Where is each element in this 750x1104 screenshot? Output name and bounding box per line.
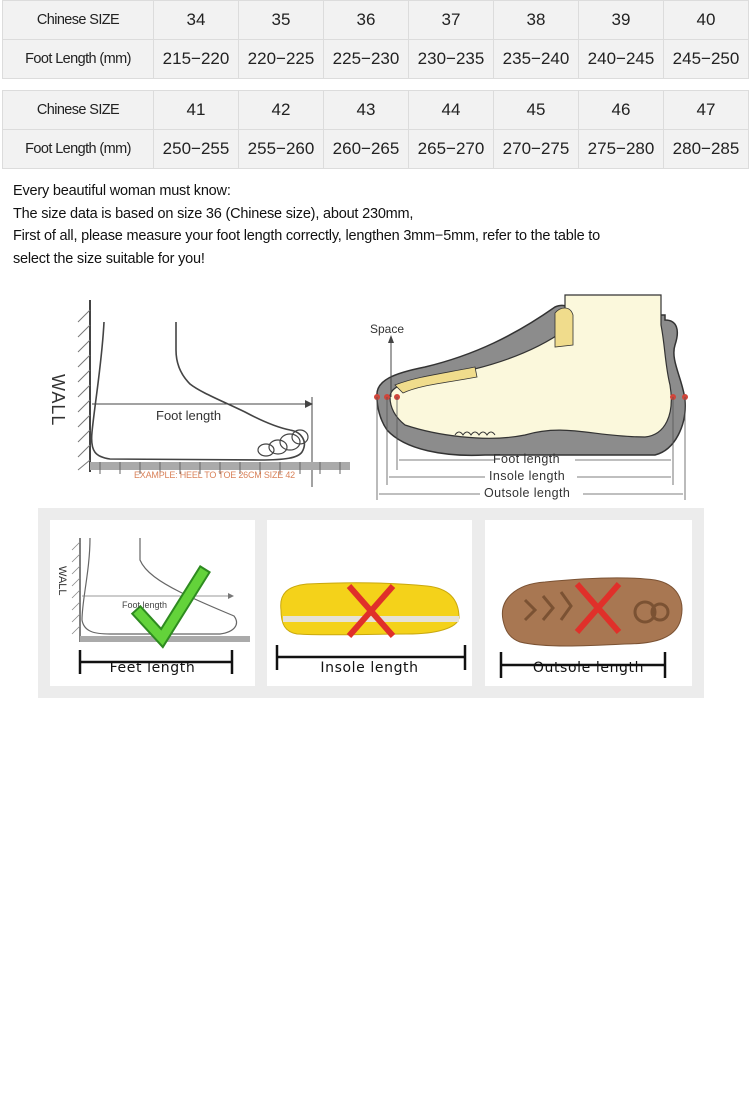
notes-line-3: First of all, please measure your foot length correctly, lengthen 3mm−5mm, refer to the table to [13, 228, 600, 244]
length-cell: 265−270 [409, 130, 494, 169]
size-cell: 45 [494, 91, 579, 130]
size-cell: 36 [324, 1, 409, 40]
shoe-foot-length-label: Foot length [493, 452, 560, 466]
notes-line-4: select the size suitable for you! [13, 250, 205, 267]
insole-length-card [267, 520, 472, 686]
row-label-length: Foot Length (mm) [3, 40, 154, 79]
length-cell: 250−255 [154, 130, 239, 169]
size-table-2 [2, 90, 749, 169]
size-cell: 41 [154, 91, 239, 130]
space-label: Space [370, 322, 405, 336]
size-row [3, 1, 749, 40]
length-row [3, 40, 749, 79]
size-cell: 38 [494, 1, 579, 40]
size-cell: 35 [239, 1, 324, 40]
size-row [3, 91, 749, 130]
length-cell: 220−225 [239, 40, 324, 79]
length-cell: 215−220 [154, 40, 239, 79]
sizing-notes [13, 180, 733, 270]
feet-wall-label: WALL [56, 566, 68, 596]
wall-foot-diagram [40, 292, 350, 492]
size-cell: 34 [154, 1, 239, 40]
notes-line-1: Every beautiful woman must know: [13, 183, 231, 199]
feet-inner-label: Foot length [122, 600, 168, 610]
row-label-length: Foot Length (mm) [3, 130, 154, 169]
insole-length-caption: Insole length [320, 660, 419, 676]
length-cell: 280−285 [664, 130, 749, 169]
outsole-length-label: Outsole length [484, 486, 571, 500]
outsole-length-card [485, 520, 692, 686]
size-cell: 42 [239, 91, 324, 130]
example-label: EXAMPLE: HEEL TO TOE 26CM SIZE 42 [134, 470, 295, 480]
size-cell: 43 [324, 91, 409, 130]
length-cell: 245−250 [664, 40, 749, 79]
length-cell: 260−265 [324, 130, 409, 169]
measurement-comparison-panel [38, 508, 704, 698]
length-cell: 225−230 [324, 40, 409, 79]
length-cell: 275−280 [579, 130, 664, 169]
feet-length-caption: Feet length [109, 660, 196, 676]
size-cell: 40 [664, 1, 749, 40]
length-cell: 255−260 [239, 130, 324, 169]
row-label-size: Chinese SIZE [3, 91, 154, 130]
size-cell: 46 [579, 91, 664, 130]
wall-label: WALL [48, 374, 68, 427]
insole-length-label: Insole length [489, 469, 566, 483]
size-cell: 44 [409, 91, 494, 130]
row-label-size: Chinese SIZE [3, 1, 154, 40]
outsole-length-caption: Outsole length [532, 660, 645, 676]
length-row [3, 130, 749, 169]
size-cell: 39 [579, 1, 664, 40]
notes-line-2: The size data is based on size 36 (Chinese size), about 230mm, [13, 205, 414, 222]
feet-length-card [50, 520, 255, 686]
foot-length-label: Foot length [156, 408, 222, 423]
size-cell: 37 [409, 1, 494, 40]
foot-against-wall-illustration [40, 292, 350, 492]
length-cell: 270−275 [494, 130, 579, 169]
length-cell: 240−245 [579, 40, 664, 79]
length-cell: 235−240 [494, 40, 579, 79]
size-table-1 [2, 0, 749, 79]
length-cell: 230−235 [409, 40, 494, 79]
shoe-cross-section-diagram [365, 285, 695, 505]
size-cell: 47 [664, 91, 749, 130]
